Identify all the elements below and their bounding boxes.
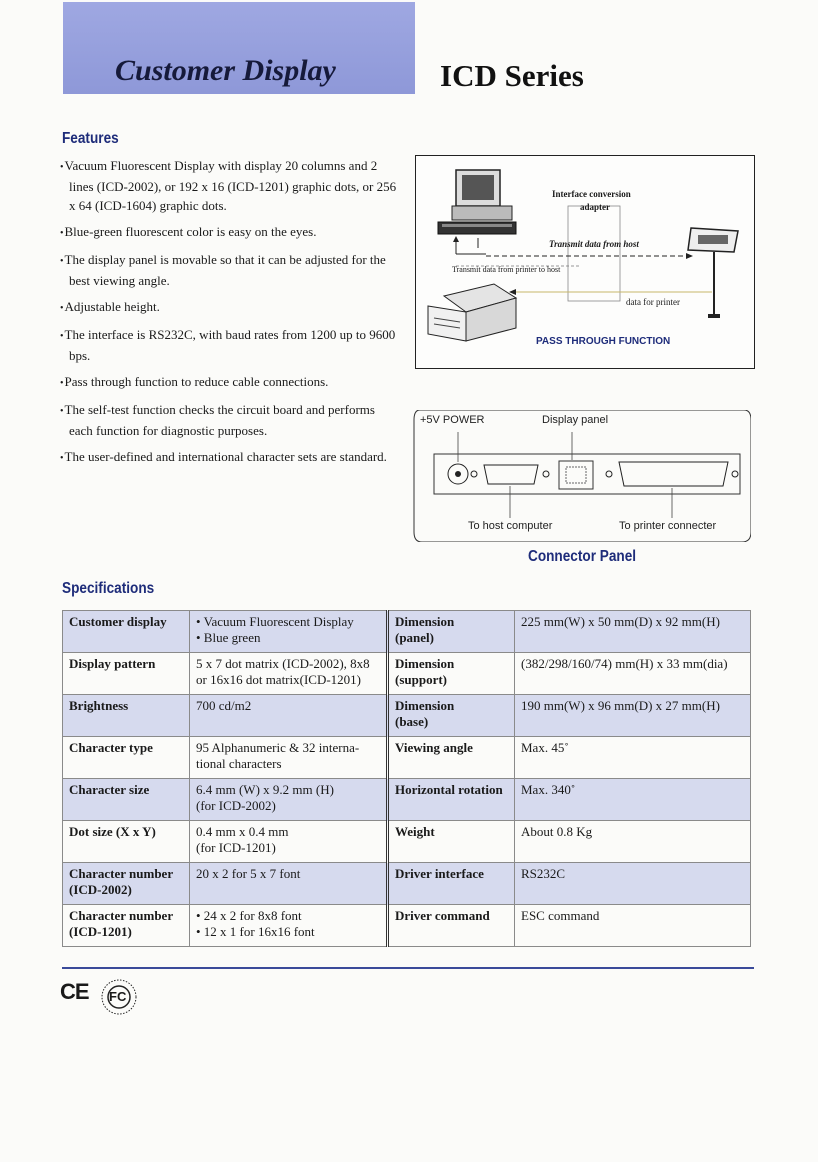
spec-value-line: (for ICD-2002) xyxy=(196,798,276,813)
table-row xyxy=(63,737,751,779)
table-row xyxy=(63,821,751,863)
series-title: ICD Series xyxy=(440,58,584,93)
spec-value-line: • 12 x 1 for 16x16 font xyxy=(196,924,315,939)
spec-value: 20 x 2 for 5 x 7 font xyxy=(190,863,388,905)
spec-value-line: 95 Alphanumeric & 32 interna- xyxy=(196,740,360,755)
spec-value-line: tional characters xyxy=(196,756,282,771)
spec-value: Max. 340˚ xyxy=(515,779,751,821)
host-computer-label: To host computer xyxy=(468,520,553,532)
feature-item: • The self-test function checks the circuit board and performs each function for diagnostic purposes. xyxy=(60,400,400,440)
table-row xyxy=(63,863,751,905)
table-row xyxy=(63,905,751,947)
features-list xyxy=(60,156,400,475)
table-row xyxy=(63,653,751,695)
spec-key-line: (support) xyxy=(395,672,448,687)
feature-item: • The display panel is movable so that it can be adjusted for the best viewing angle. xyxy=(60,250,400,290)
transmit-host-label: Transmit data from host xyxy=(549,239,639,249)
spec-key: Customer display xyxy=(63,611,190,653)
footer-rule xyxy=(62,967,754,969)
spec-value xyxy=(190,653,388,695)
spec-value: 190 mm(W) x 96 mm(D) x 27 mm(H) xyxy=(515,695,751,737)
printer-connecter-label: To printer connecter xyxy=(619,520,717,532)
spec-key: Brightness xyxy=(63,695,190,737)
spec-key-line: (ICD-2002) xyxy=(69,882,132,897)
spec-value: About 0.8 Kg xyxy=(515,821,751,863)
feature-item: • The user-defined and international character sets are standard. xyxy=(60,447,400,468)
adapter-label: adapter xyxy=(580,202,610,212)
spec-value: Max. 45˚ xyxy=(515,737,751,779)
spec-value xyxy=(190,611,388,653)
spec-value xyxy=(190,905,388,947)
spec-value-line: • 24 x 2 for 8x8 font xyxy=(196,908,302,923)
specs-heading: Specifications xyxy=(62,580,155,597)
spec-key: Display pattern xyxy=(63,653,190,695)
power-label: +5V POWER xyxy=(420,414,485,426)
diagram-caption: PASS THROUGH FUNCTION xyxy=(536,336,671,347)
fc-logo xyxy=(96,972,142,1018)
spec-key-line: (ICD-1201) xyxy=(69,924,132,939)
data-printer-label: data for printer xyxy=(626,297,680,307)
spec-key: Driver interface xyxy=(388,863,515,905)
spec-key: Character size xyxy=(63,779,190,821)
spec-value xyxy=(190,821,388,863)
spec-key xyxy=(388,611,515,653)
spec-key xyxy=(388,653,515,695)
page-title: Customer Display xyxy=(115,54,336,87)
spec-key xyxy=(63,863,190,905)
connector-panel xyxy=(412,410,751,542)
spec-value-line: 5 x 7 dot matrix (ICD-2002), 8x8 xyxy=(196,656,370,671)
spec-key-line: Dimension xyxy=(395,656,455,671)
spec-key-line: Dimension xyxy=(395,614,455,629)
spec-value-line: • Vacuum Fluorescent Display xyxy=(196,614,354,629)
spec-value-line: 700 cd/m2 xyxy=(196,698,252,713)
pass-through-diagram xyxy=(415,155,755,369)
spec-value-line: 0.4 mm x 0.4 mm xyxy=(196,824,289,839)
spec-key-line: Character number xyxy=(69,908,174,923)
spec-key-line: (panel) xyxy=(395,630,434,645)
spec-value: 225 mm(W) x 50 mm(D) x 92 mm(H) xyxy=(515,611,751,653)
feature-item: • Pass through function to reduce cable connections. xyxy=(60,372,400,393)
spec-key: Weight xyxy=(388,821,515,863)
transmit-printer-label: Transmit data from printer to host xyxy=(452,265,561,274)
title-banner xyxy=(63,2,415,94)
fc-mark: FC xyxy=(109,989,127,1004)
spec-value-line: 6.4 mm (W) x 9.2 mm (H) xyxy=(196,782,334,797)
spec-value-line: • Blue green xyxy=(196,630,261,645)
spec-value: ESC command xyxy=(515,905,751,947)
spec-key xyxy=(388,695,515,737)
table-row xyxy=(63,611,751,653)
table-row xyxy=(63,695,751,737)
feature-item: • Blue-green fluorescent color is easy on the eyes. xyxy=(60,222,400,243)
spec-value xyxy=(190,695,388,737)
display-panel-label: Display panel xyxy=(542,414,609,426)
feature-item: • The interface is RS232C, with baud rates from 1200 up to 9600 bps. xyxy=(60,325,400,365)
adapter-label: Interface conversion xyxy=(552,189,631,199)
spec-key-line: Dimension xyxy=(395,698,455,713)
spec-value-line: (for ICD-1201) xyxy=(196,840,276,855)
spec-value xyxy=(190,779,388,821)
specs-table xyxy=(62,610,751,947)
spec-key: Character type xyxy=(63,737,190,779)
spec-value: RS232C xyxy=(515,863,751,905)
table-row xyxy=(63,779,751,821)
spec-value-line: or 16x16 dot matrix(ICD-1201) xyxy=(196,672,362,687)
connector-panel-caption: Connector Panel xyxy=(528,548,637,565)
feature-item: • Adjustable height. xyxy=(60,297,400,318)
spec-key: Dot size (X x Y) xyxy=(63,821,190,863)
spec-key-line: Character number xyxy=(69,866,174,881)
spec-key: Driver command xyxy=(388,905,515,947)
spec-key-line: (base) xyxy=(395,714,429,729)
spec-key: Horizontal rotation xyxy=(388,779,515,821)
features-heading: Features xyxy=(62,130,119,147)
spec-value xyxy=(190,737,388,779)
spec-key xyxy=(63,905,190,947)
feature-item: • Vacuum Fluorescent Display with display 20 columns and 2 lines (ICD-2002), or 192 x 16 (ICD-1201) graphic dots, or 256 x 64 (ICD-1604) graphic dots. xyxy=(60,156,400,215)
spec-value: (382/298/160/74) mm(H) x 33 mm(dia) xyxy=(515,653,751,695)
spec-key: Viewing angle xyxy=(388,737,515,779)
ce-logo: CE xyxy=(60,979,89,1004)
